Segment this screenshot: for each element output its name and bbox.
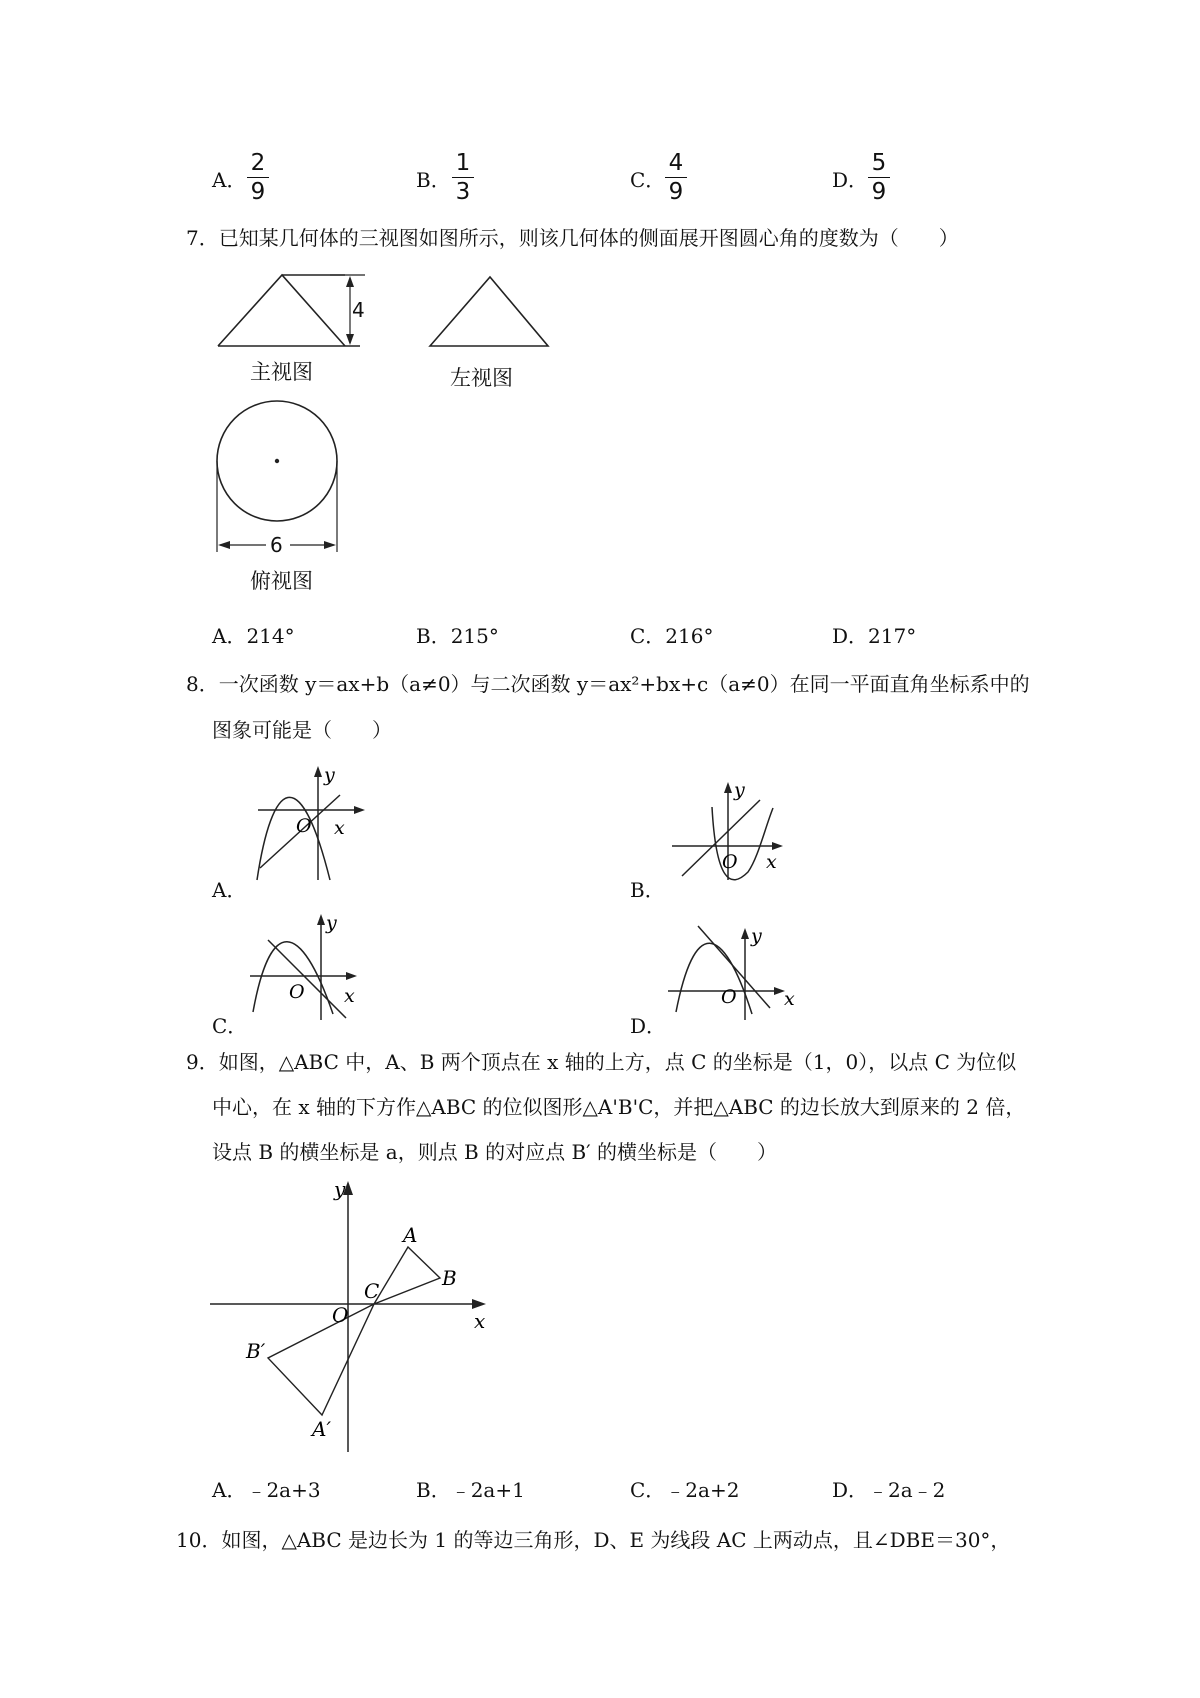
q8-a-y-label: y: [324, 764, 335, 786]
q6-option-d-letter: D．: [832, 168, 869, 192]
q8-a-x-label: x: [334, 817, 345, 839]
q7-option-c: C．216°: [630, 624, 714, 648]
q9-label-b: B: [442, 1266, 457, 1290]
q7-stem: 7．已知某几何体的三视图如图所示，则该几何体的侧面展开图圆心角的度数为（ ）: [186, 226, 959, 250]
q6-option-c-fraction: 4 9: [665, 150, 687, 205]
q7-option-b: B．215°: [416, 624, 499, 648]
q7-height-label: 4: [352, 298, 365, 322]
q7-option-a: A．214°: [212, 624, 295, 648]
q7-top-view-label: 俯视图: [250, 569, 313, 593]
q9-label-c: C: [364, 1279, 380, 1303]
q8-d-origin-label: O: [721, 986, 737, 1008]
q6-option-d-fraction: 5 9: [868, 150, 890, 205]
q9-label-o: O: [332, 1303, 349, 1327]
q8-a-origin-label: O: [296, 815, 312, 837]
q8-option-d: D．: [630, 1014, 667, 1038]
q9-label-y: y: [334, 1177, 346, 1201]
q9-option-b: B．﹣2a+1: [416, 1478, 525, 1502]
q9-option-a: A．﹣2a+3: [212, 1478, 321, 1502]
q6-option-b-letter: B．: [416, 168, 451, 192]
q9-stem-line1: 9．如图，△ABC 中，A、B 两个顶点在 x 轴的上方，点 C 的坐标是（1，0），以点 C 为位似: [186, 1050, 1017, 1074]
q8-c-origin-label: O: [289, 981, 305, 1003]
q7-option-d: D．217°: [832, 624, 917, 648]
q7-side-view-label: 左视图: [450, 366, 513, 390]
q9-option-d: D．﹣2a﹣2: [832, 1478, 946, 1502]
q9-stem-line2: 中心，在 x 轴的下方作△ABC 的位似图形△A'B'C，并把△ABC 的边长放大到原来的 2 倍，: [212, 1095, 1026, 1119]
q8-c-y-label: y: [326, 912, 337, 934]
q7-front-view-label: 主视图: [250, 360, 313, 384]
q8-b-y-label: y: [734, 779, 745, 801]
q6-option-c-letter: C．: [630, 168, 666, 192]
q8-option-b: B．: [630, 878, 665, 902]
q8-stem-line1: 8．一次函数 y＝ax+b（a≠0）与二次函数 y＝ax²+bx+c（a≠0）在同一平面直角坐标系中的: [186, 672, 1030, 696]
q8-c-x-label: x: [344, 985, 355, 1007]
q7-width-label: 6: [270, 533, 283, 557]
q9-label-b-prime: B′: [246, 1339, 266, 1363]
q6-option-a-letter: A．: [212, 168, 247, 192]
q8-d-y-label: y: [751, 925, 762, 947]
q8-d-x-label: x: [784, 988, 795, 1010]
q9-label-a-prime: A′: [312, 1417, 331, 1441]
q8-stem-line2: 图象可能是（ ）: [212, 718, 392, 742]
q8-option-a: A．: [212, 878, 247, 902]
q8-b-x-label: x: [766, 851, 777, 873]
q9-label-x: x: [474, 1309, 486, 1333]
q6-option-a-fraction: 2 9: [247, 150, 269, 205]
q8-option-c: C．: [212, 1014, 248, 1038]
q9-label-a: A: [403, 1223, 418, 1247]
q8-b-origin-label: O: [722, 851, 738, 873]
q10-stem-line1: 10．如图，△ABC 是边长为 1 的等边三角形，D、E 为线段 AC 上两动点，且∠DBE＝30°，: [176, 1528, 1011, 1552]
q9-stem-line3: 设点 B 的横坐标是 a，则点 B 的对应点 B′ 的横坐标是（ ）: [212, 1140, 778, 1164]
q6-option-b-fraction: 1 3: [452, 150, 474, 205]
q9-option-c: C．﹣2a+2: [630, 1478, 740, 1502]
